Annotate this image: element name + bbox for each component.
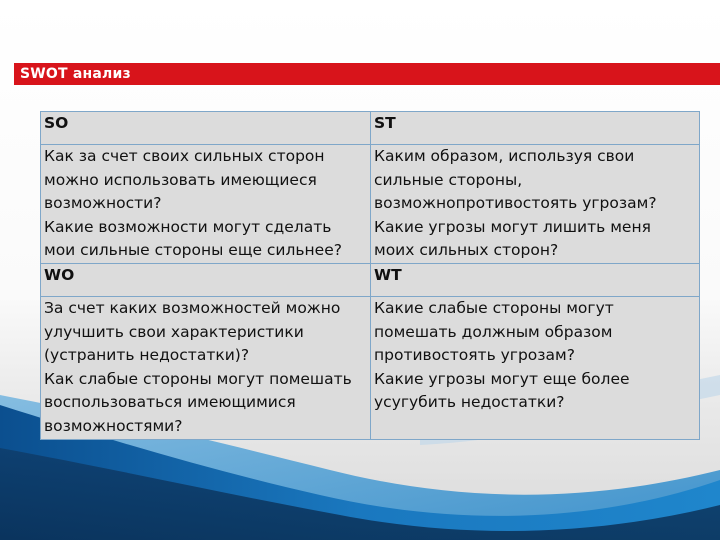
slide-title: SWOT анализ [20,66,131,82]
header-wt: WT [371,264,700,297]
table-row [41,145,700,264]
header-wo: WO [41,264,371,297]
cell-st: Каким образом, используя свои сильные стороны, возможнопротивостоять угрозам? Какие угрозы могут лишить меня моих сильных сторон? [371,145,700,264]
cell-wo: За счет каких возможностей можно улучшить свои характеристики (устранить недостатки)? Как слабые стороны могут помешать воспользоваться имеющимися возможностями? [41,297,371,440]
table-row [41,112,700,145]
swot-table [40,111,700,440]
table-row [41,297,700,440]
table-row [41,264,700,297]
header-so: SO [41,112,371,145]
cell-so: Как за счет своих сильных сторон можно использовать имеющиеся возможности? Какие возможности могут сделать мои сильные стороны еще сильнее? [41,145,371,264]
cell-wt: Какие слабые стороны могут помешать должным образом противостоять угрозам? Какие угрозы могут еще более усугубить недостатки? [371,297,700,440]
header-st: ST [371,112,700,145]
